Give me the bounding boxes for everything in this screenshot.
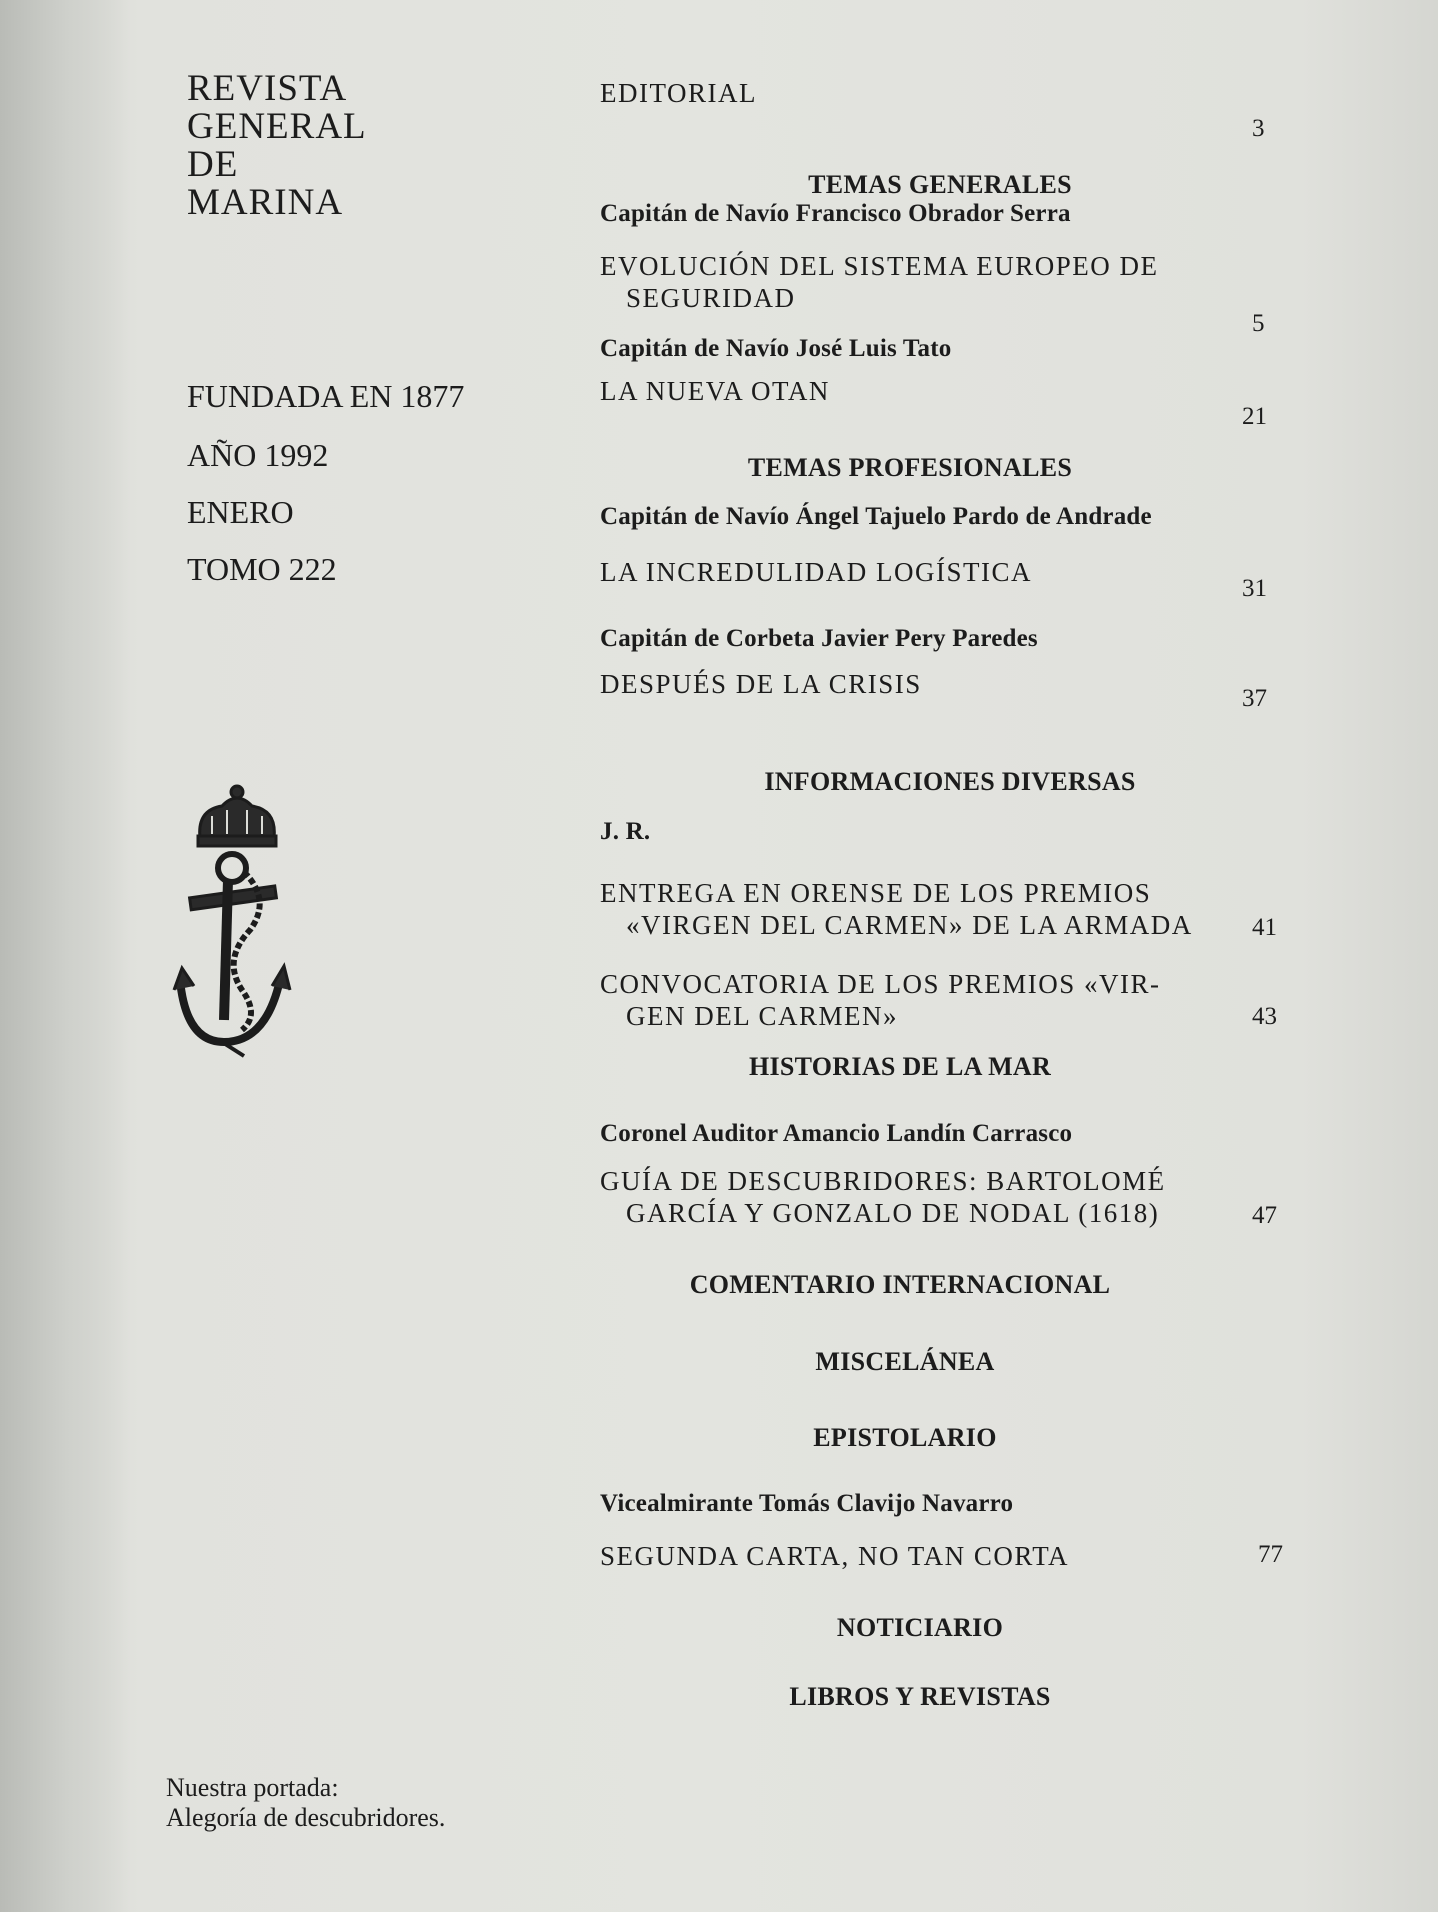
section-heading-temas-profesionales: TEMAS PROFESIONALES [747,453,1073,482]
toc-author: Capitán de Navío José Luis Tato [600,335,952,362]
toc-title [600,1165,1166,1229]
toc-title-line: ENTREGA EN ORENSE DE LOS PREMIOS [600,878,1152,908]
section-heading-informaciones-diversas: INFORMACIONES DIVERSAS [764,767,1136,796]
table-of-contents [600,0,1300,1912]
issue-meta [187,378,527,588]
toc-author: J. R. [600,818,651,845]
toc-title-line: GARCÍA Y GONZALO DE NODAL (1618) [626,1198,1160,1228]
toc-page-number: 3 [1252,115,1265,142]
toc-title [600,250,1158,314]
section-heading-libros-y-revistas: LIBROS Y REVISTAS [789,1682,1051,1711]
cover-note-label: Nuestra portada: [166,1773,339,1802]
masthead-line: MARINA [187,182,344,223]
toc-title-line: CONVOCATORIA DE LOS PREMIOS «VIR- [600,969,1161,999]
toc-author: Capitán de Navío Francisco Obrador Serra [600,200,1071,227]
toc-page-number: 77 [1258,1541,1283,1568]
toc-editorial-label: EDITORIAL [600,78,757,108]
section-heading-temas-generales: TEMAS GENERALES [808,170,1072,199]
masthead-line: GENERAL [187,106,367,147]
month-label: ENERO [187,494,294,530]
toc-page-number: 21 [1242,403,1267,430]
founded-label: FUNDADA EN 1877 [187,378,465,414]
toc-author: Capitán de Navío Ángel Tajuelo Pardo de Andrade [600,503,1152,530]
toc-page-number: 41 [1252,914,1277,941]
toc-page-number: 5 [1252,310,1265,337]
section-heading-noticiario: NOTICIARIO [836,1613,1004,1642]
toc-author: Capitán de Corbeta Javier Pery Paredes [600,625,1038,652]
cover-note [166,1773,566,1833]
toc-title: LA INCREDULIDAD LOGÍSTICA [600,557,1032,587]
toc-title-line: GUÍA DE DESCUBRIDORES: BARTOLOMÉ [600,1166,1166,1196]
page-spine-shadow [0,0,130,1912]
toc-page-number: 47 [1252,1202,1277,1229]
toc-title: LA NUEVA OTAN [600,376,830,406]
toc-page-number: 43 [1252,1003,1277,1030]
cover-note-text: Alegoría de descubridores. [166,1803,446,1832]
masthead [187,70,487,222]
toc-page-number: 37 [1242,685,1267,712]
crowned-anchor-icon [172,780,302,1060]
volume-label: TOMO 222 [187,551,337,587]
section-heading-comentario-internacional: COMENTARIO INTERNACIONAL [689,1270,1111,1299]
year-label: AÑO 1992 [187,437,329,473]
toc-title: SEGUNDA CARTA, NO TAN CORTA [600,1541,1070,1571]
toc-title-line: EVOLUCIÓN DEL SISTEMA EUROPEO DE [600,251,1159,281]
masthead-line: DE [187,144,239,185]
toc-page-number: 31 [1242,575,1267,602]
masthead-line: REVISTA [187,68,348,109]
toc-title [600,968,1161,1032]
section-heading-epistolario: EPISTOLARIO [813,1423,997,1452]
toc-title-line: «VIRGEN DEL CARMEN» DE LA ARMADA [626,910,1193,940]
toc-title-line: GEN DEL CARMEN» [626,1001,898,1031]
toc-title-line: SEGURIDAD [626,283,796,313]
toc-author: Coronel Auditor Amancio Landín Carrasco [600,1120,1073,1147]
section-heading-historias-de-la-mar: HISTORIAS DE LA MAR [748,1052,1052,1081]
toc-title [600,877,1193,941]
toc-title: DESPUÉS DE LA CRISIS [600,669,922,699]
section-heading-miscelanea: MISCELÁNEA [815,1347,995,1376]
toc-author: Vicealmirante Tomás Clavijo Navarro [600,1490,1014,1517]
